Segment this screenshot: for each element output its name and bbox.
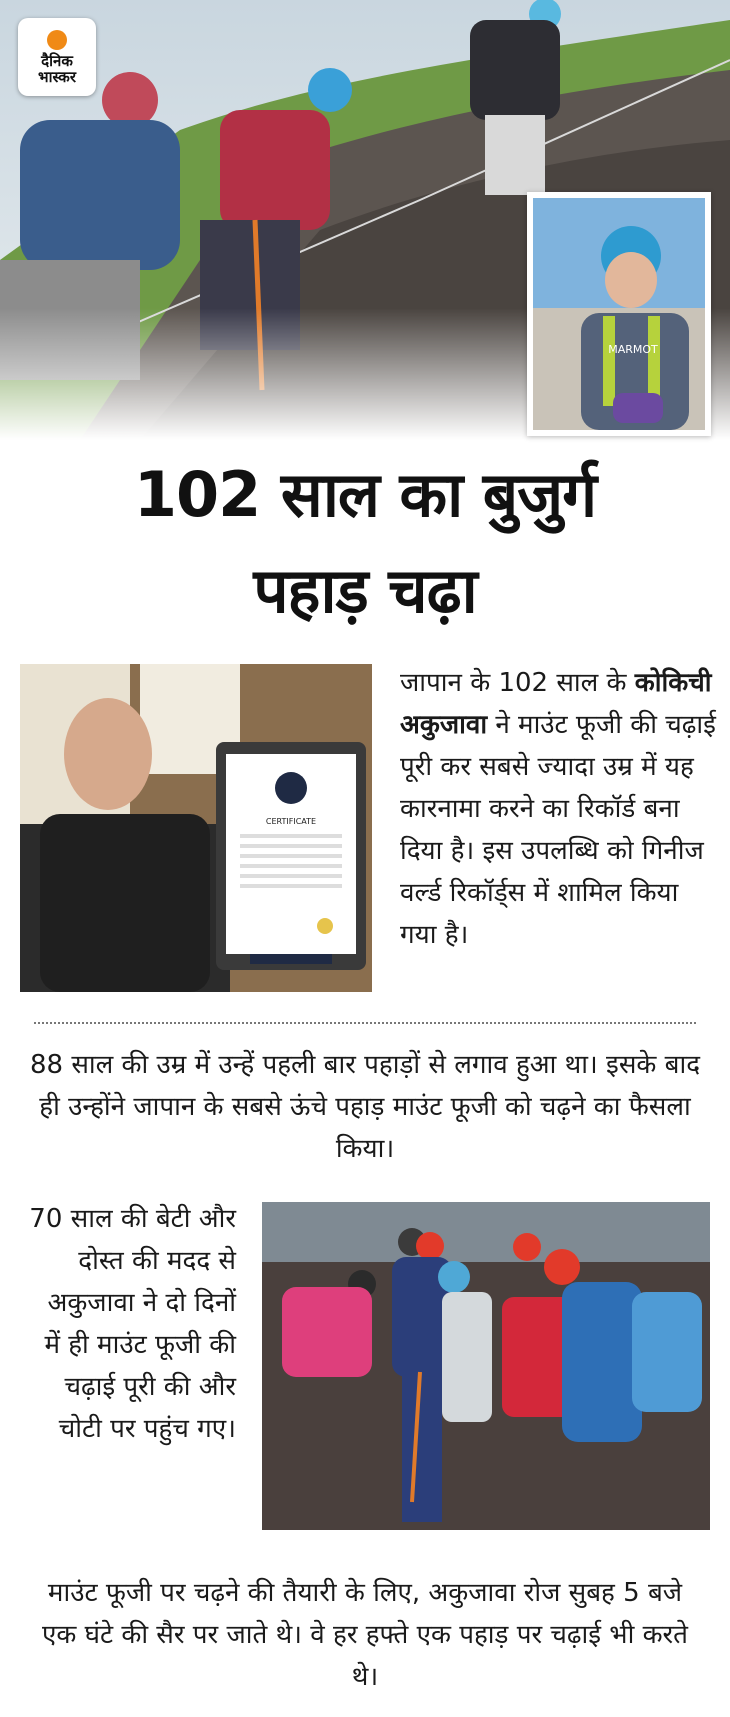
certificate-photo-illustration [20, 664, 372, 992]
portrait-illustration [533, 198, 705, 430]
sun-icon [47, 30, 67, 50]
person-name: कोकिची अकुजावा [400, 668, 712, 740]
intro-before-name: जापान के 102 साल के [400, 668, 627, 698]
group-climb-illustration [262, 1202, 710, 1530]
logo-line1: दैनिक [41, 51, 73, 70]
paragraph-2: 88 साल की उम्र में उन्हें पहली बार पहाड़ों से लगाव हुआ था। इसके बाद ही उन्होंने जापान के सबसे ऊंचे पहाड़ माउंट फूजी को चढ़ने का फैसला किया। [30, 1050, 701, 1164]
dainik-bhaskar-logo [18, 18, 96, 96]
paragraph-3: 70 साल की बेटी और दोस्त की मदद से अकुजावा ने दो दिनों में ही माउंट फूजी की चढ़ाई पूरी की और चोटी पर पहुंच गए। [29, 1204, 236, 1444]
paragraph-4: माउंट फूजी पर चढ़ने की तैयारी के लिए, अकुजावा रोज सुबह 5 बजे एक घंटे की सैर पर जाते थे। वे हर हफ्ते एक पहाड़ पर चढ़ाई भी करते थे। [42, 1578, 688, 1692]
headline-line2: पहाड़ चढ़ा [253, 554, 477, 627]
certificate-title: CERTIFICATE [265, 817, 317, 826]
headline [0, 447, 730, 639]
intro-paragraph [400, 662, 718, 956]
shirt-text: MARMOT [608, 343, 658, 356]
group-climb-photo [262, 1202, 710, 1530]
dotted-divider [34, 1022, 696, 1024]
certificate-photo [20, 664, 372, 992]
intro-after-name: ने माउंट फूजी की चढ़ाई पूरी कर सबसे ज्यादा उम्र में यह कारनामा करने का रिकॉर्ड बना दिया है। इस उपलब्धि को गिनीज वर्ल्ड रिकॉर्ड्स में शामिल किया गया है। [400, 710, 716, 950]
headline-line1: 102 साल का बुजुर्ग [133, 458, 597, 531]
logo-line2: भास्कर [38, 67, 76, 86]
inset-portrait [527, 192, 711, 436]
